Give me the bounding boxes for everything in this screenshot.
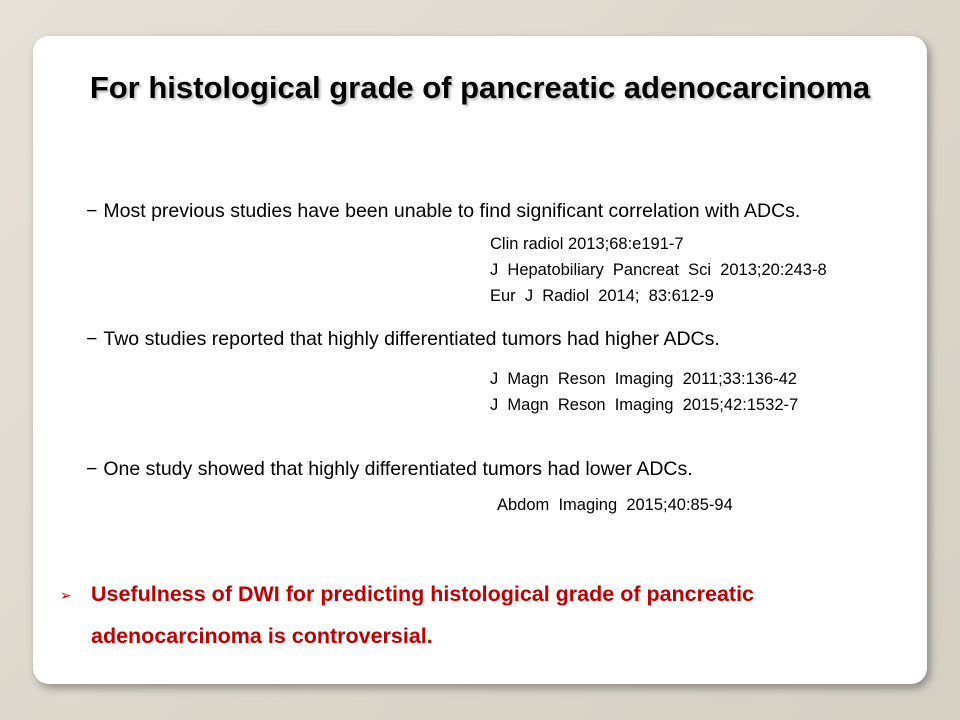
citation-2-1: J Magn Reson Imaging 2011;33:136-42 — [490, 370, 797, 388]
bullet-2-text: Two studies reported that highly differentiated tumors had higher ADCs. — [103, 328, 720, 350]
citation-3-1: Abdom Imaging 2015;40:85-94 — [497, 496, 733, 514]
dash-marker: − — [86, 458, 98, 480]
dash-marker: − — [86, 200, 98, 222]
conclusion-line-2: adenocarcinoma is controversial. — [91, 624, 433, 648]
dash-marker: − — [86, 328, 98, 350]
bullet-3-text: One study showed that highly differentiated tumors had lower ADCs. — [103, 458, 693, 480]
slide-title: For histological grade of pancreatic adenocarcinoma — [89, 70, 871, 105]
bullet-1 — [86, 200, 800, 223]
citation-1-1: Clin radiol 2013;68:e191-7 — [490, 235, 684, 253]
bullet-1-text: Most previous studies have been unable to find significant correlation with ADCs. — [103, 200, 801, 222]
bullet-2 — [86, 328, 720, 351]
citation-2-2: J Magn Reson Imaging 2015;42:1532-7 — [490, 396, 799, 414]
conclusion-line-1: Usefulness of DWI for predicting histological grade of pancreatic — [91, 582, 755, 606]
bullet-3 — [86, 458, 693, 481]
conclusion-text — [91, 573, 871, 657]
arrow-bullet-icon: ➢ — [60, 587, 72, 603]
citation-1-2: J Hepatobiliary Pancreat Sci 2013;20:243-8 — [490, 261, 827, 279]
citation-1-3: Eur J Radiol 2014; 83:612-9 — [490, 287, 714, 305]
